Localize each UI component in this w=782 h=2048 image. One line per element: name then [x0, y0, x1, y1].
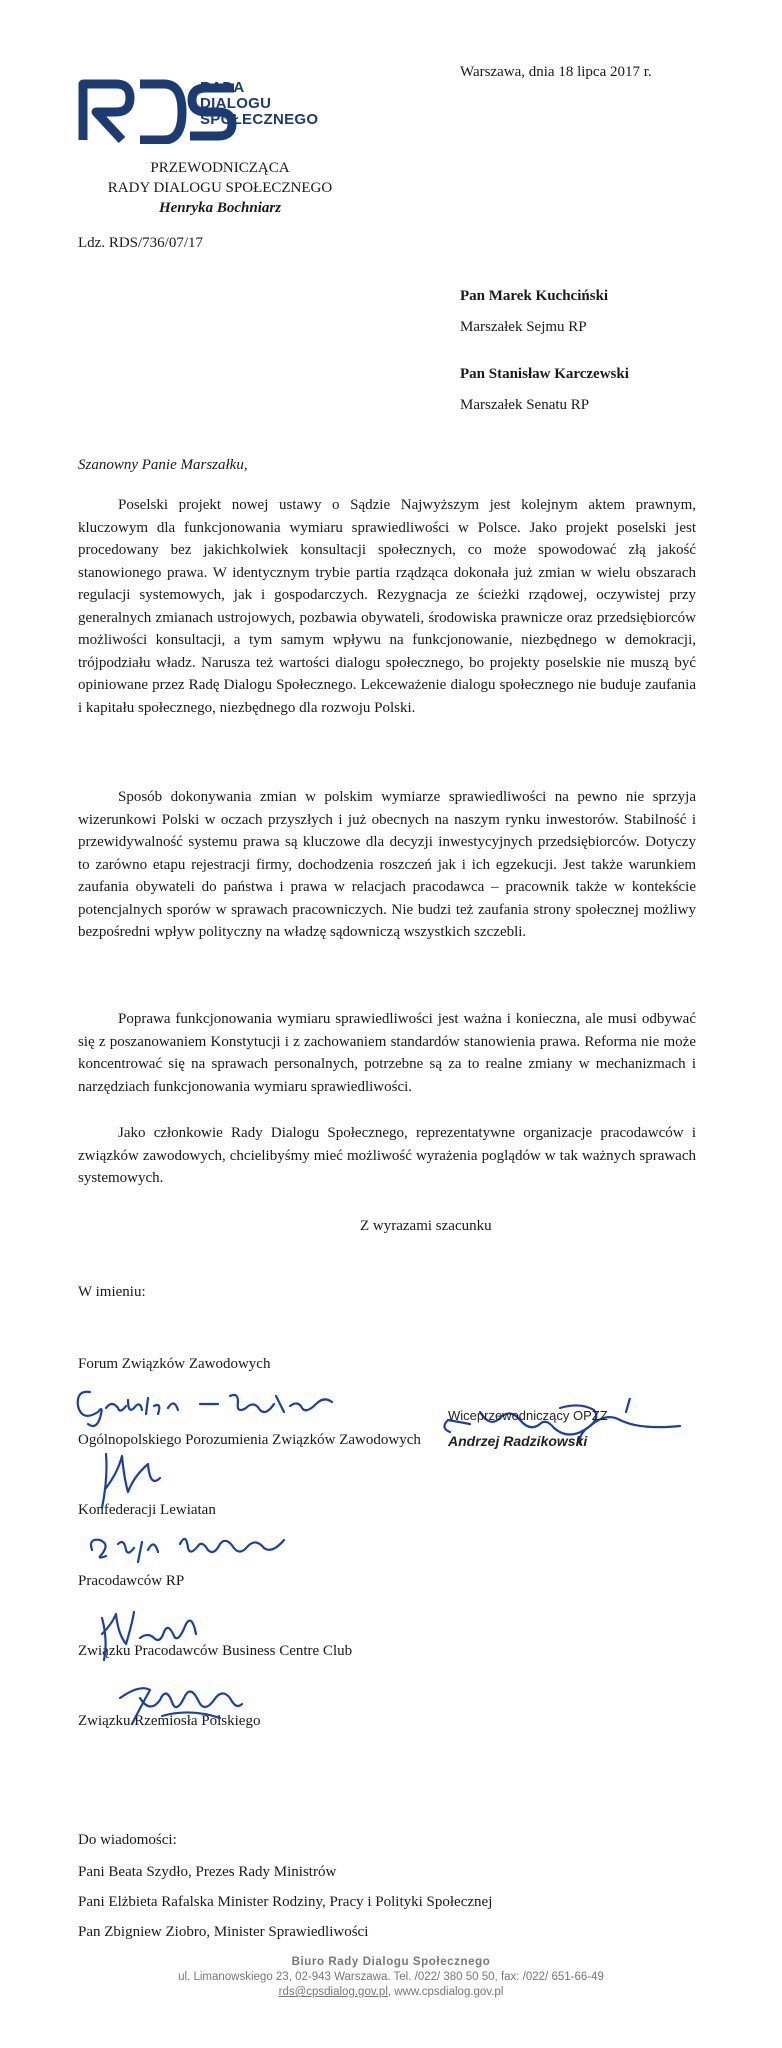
addressee-name: Pan Stanisław Karczewski — [460, 366, 629, 382]
sender-title: PRZEWODNICZĄCA — [150, 160, 290, 176]
addressee — [460, 288, 608, 350]
addressee-role: Marszałek Senatu RP — [460, 397, 590, 413]
signature-pracodawcy — [84, 1520, 314, 1570]
sender-block — [70, 158, 370, 218]
salutation: Szanowny Panie Marszałku, — [78, 457, 248, 473]
sender-name: Henryka Bochniarz — [158, 200, 282, 216]
addressee-role: Marszałek Sejmu RP — [460, 319, 587, 335]
organization-name: Związku Pracodawców Business Centre Club — [78, 1643, 353, 1659]
on-behalf-label: W imieniu: — [78, 1284, 146, 1300]
body-paragraph: Jako członkowie Rady Dialogu Społecznego, reprezentatywne organizacje pracodawców i związków zawodowych, chcielibyśmy mieć możliwość wyrażenia poglądów w tak ważnych sprawach systemowych. — [78, 1125, 696, 1186]
closing: Z wyrazami szacunku — [360, 1218, 492, 1234]
cc-recipient: Pani Beata Szydło, Prezes Rady Ministrów — [78, 1864, 337, 1880]
body-paragraph: Poselski projekt nowej ustawy o Sądzie Najwyższym jest kolejnym aktem prawnym, kluczowym dla funkcjonowania wymiaru sprawiedliwości w Polsce. Jako projekt poselski jest procedowany bez jakichkolwiek konsultacji społecznych, co może spowodować złą jakość stanowionego prawa. W identycznym trybie partia rządząca dokonała już zmian w wielu obszarach regulacji systemowych, jak i gospodarczych. Rezygnacja ze ścieżki rządowej, oczywistej przy generalnych zmianach ustrojowych, pozbawia obywateli, środowiska prawnicze oraz przedsiębiorców możliwości konsultacji, a tym samym wpływu na funkcjonowanie, niezbędnego w demokracji, trójpodziału władz. Narusza też wartości dialogu społecznego, bo projekty poselskie nie muszą być opiniowane przez Radę Dialogu Społecznego. Lekceważenie dialogu społecznego nie buduje zaufania i kapitału społecznego, niezbędnego dla rozwoju Polski. — [78, 497, 696, 716]
addressee — [460, 366, 629, 428]
footer — [0, 1955, 782, 2000]
place-date: Warszawa, dnia 18 lipca 2017 r. — [460, 64, 652, 80]
signature-bcc — [88, 1604, 208, 1664]
stamp-title: Wiceprzewodniczący OPZZ — [448, 1408, 608, 1423]
cc-recipient: Pan Zbigniew Ziobro, Minister Sprawiedliwości — [78, 1924, 369, 1940]
signature-lewiatan — [88, 1448, 178, 1518]
cc-title: Do wiadomości: — [78, 1832, 177, 1848]
signature-fzz — [70, 1378, 360, 1428]
organization-name: Związku Rzemiosła Polskiego — [78, 1713, 261, 1729]
opzz-stamp — [448, 1408, 608, 1449]
stamp-name: Andrzej Radzikowski — [448, 1433, 588, 1449]
logo-text: RADA DIALOGU SPOŁECZNEGO — [200, 79, 319, 128]
body-paragraph: Poprawa funkcjonowania wymiaru sprawiedliwości jest ważna i konieczna, ale musi odbywać się z poszanowaniem Konstytucji i z zachowaniem standardów stanowienia prawa. Reforma nie może koncentrować się na sprawach personalnych, potrzebne są za to realne zmiany w mechanizmach i narzędziach funkcjonowania wymiaru sprawiedliwości. — [78, 1011, 696, 1095]
footer-contact — [0, 1985, 782, 2000]
footer-address: ul. Limanowskiego 23, 02-943 Warszawa. Tel. /022/ 380 50 50, fax: /022/ 651-66-49 — [178, 1971, 604, 1983]
footer-website[interactable]: , www.cpsdialog.gov.pl — [387, 1986, 504, 1998]
cc-recipient: Pani Elżbieta Rafalska Minister Rodziny, Pracy i Polityki Społecznej — [78, 1894, 493, 1910]
organization-name: Forum Związków Zawodowych — [78, 1356, 271, 1372]
signature-zrp — [110, 1674, 250, 1734]
footer-office: Biuro Rady Dialogu Społecznego — [291, 1956, 491, 1968]
footer-email-link[interactable]: rds@cpsdialog.gov.pl — [278, 1986, 388, 1998]
sender-council: RADY DIALOGU SPOŁECZNEGO — [107, 180, 333, 196]
addressee-name: Pan Marek Kuchciński — [460, 288, 609, 304]
organization-name: Konfederacji Lewiatan — [78, 1502, 216, 1518]
reference-number: Ldz. RDS/736/07/17 — [78, 235, 204, 251]
organization-name: Ogólnopolskiego Porozumienia Związków Zawodowych — [78, 1432, 421, 1448]
organization-name: Pracodawców RP — [78, 1573, 185, 1589]
body-paragraph: Sposób dokonywania zmian w polskim wymiarze sprawiedliwości na pewno nie sprzyja wizerunkowi Polski w oczach przyszłych i już obecnych na naszym rynku inwestorów. Stabilność i przewidywalność systemu prawa są kluczowe dla decyzji inwestycyjnych przedsiębiorców. Dotyczy to zarówno etapu rejestracji firmy, dochodzenia roszczeń jak i ich egzekucji. Jest także warunkiem zaufania obywateli do państwa i prawa w relacjach pracodawca – pracownik także w kontekście potencjalnych sporów w sprawach pracowniczych. Nie budzi też zaufania strony społecznej możliwy bezpośredni wpływ polityczny na władzę sądowniczą wszystkich szczebli. — [78, 789, 696, 940]
